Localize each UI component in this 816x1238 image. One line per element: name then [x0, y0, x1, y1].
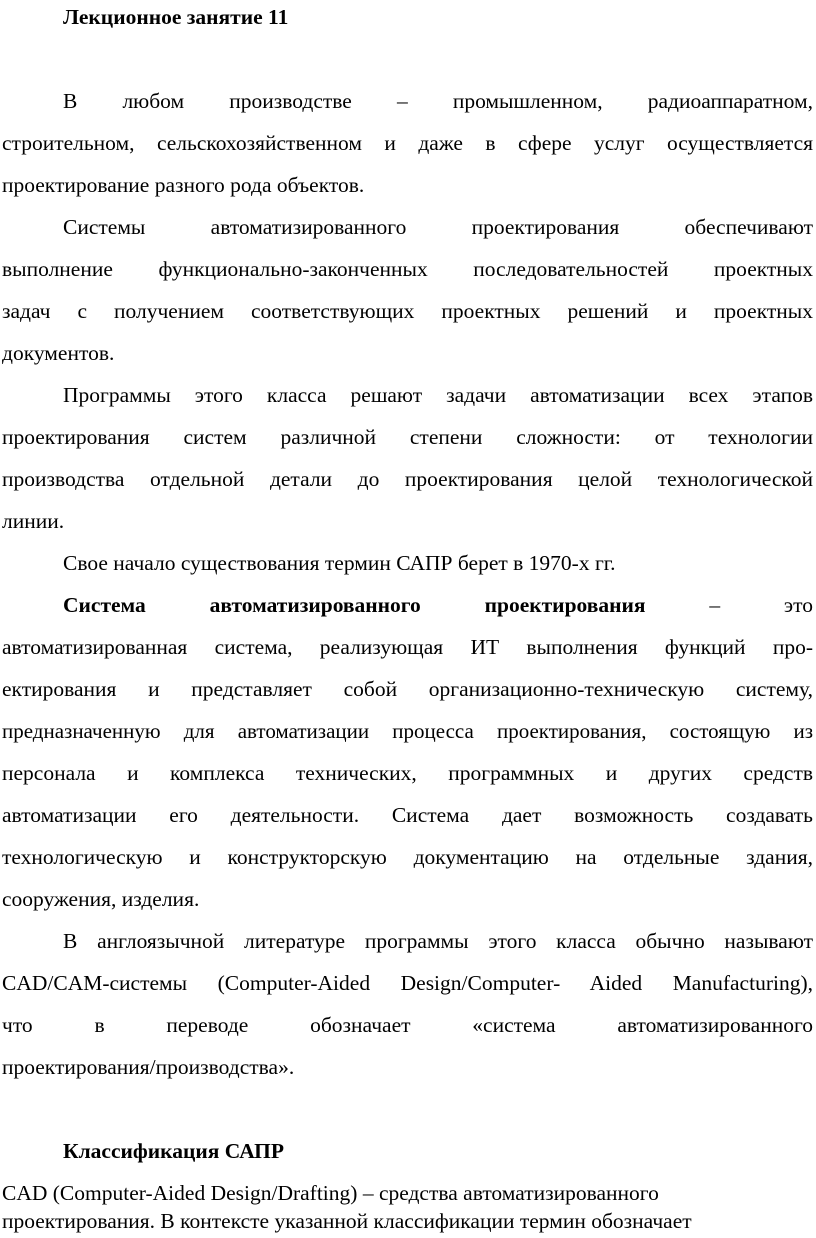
text-line: Системы автоматизированного проектирования обеспечивают	[63, 215, 813, 239]
text-line: автоматизации его деятельности. Система дает возможность создавать	[2, 803, 813, 827]
paragraph-4: Свое начало существования термин САПР берет в 1970-х гг.	[63, 551, 616, 575]
text-line: предназначенную для автоматизации процесса проектирования, состоящую из	[2, 719, 813, 743]
text-line: проектирования. В контексте указанной классификации термин обозначает	[2, 1209, 692, 1233]
text-line: проектирование разного рода объектов.	[2, 173, 365, 197]
text-line: производства отдельной детали до проектирования целой технологической	[2, 467, 813, 491]
defined-term: Система автоматизированного проектирования	[63, 593, 646, 617]
text-line: автоматизированная система, реализующая ИТ выполнения функций про-	[2, 635, 813, 659]
text-line: В англоязычной литературе программы этого класса обычно называют	[63, 929, 813, 953]
definition-dash: – это	[709, 593, 814, 617]
text-line: технологическую и конструкторскую документацию на отдельные здания,	[2, 845, 813, 869]
text-line: линии.	[2, 509, 65, 533]
text-line: ектирования и представляет собой организационно-техническую систему,	[2, 677, 813, 701]
text-line: Программы этого класса решают задачи автоматизации всех этапов	[63, 383, 813, 407]
text-line: выполнение функционально-законченных последовательностей проектных	[2, 257, 813, 281]
text-line: проектирования систем различной степени сложности: от технологии	[2, 425, 813, 449]
text-line: задач с получением соответствующих проектных решений и проектных	[2, 299, 813, 323]
text-line: CAD/CAM-системы (Computer-Aided Design/Computer- Aided Manufacturing),	[2, 971, 813, 995]
section-heading: Классификация САПР	[63, 1139, 285, 1163]
lecture-title: Лекционное занятие 11	[63, 5, 289, 29]
text-line: сооружения, изделия.	[2, 887, 200, 911]
text-line: В любом производстве – промышленном, радиоаппаратном,	[63, 89, 813, 113]
text-line: CAD (Computer-Aided Design/Drafting) – средства автоматизированного	[2, 1181, 659, 1205]
definition-first-line	[63, 590, 813, 620]
text-line: документов.	[2, 341, 115, 365]
text-line: строительном, сельскохозяйственном и даже в сфере услуг осуществляется	[2, 131, 813, 155]
text-line: проектирования/производства».	[2, 1055, 295, 1079]
text-line: что в переводе обозначает «система автоматизированного	[2, 1013, 813, 1037]
text-line: персонала и комплекса технических, программных и других средств	[2, 761, 813, 785]
